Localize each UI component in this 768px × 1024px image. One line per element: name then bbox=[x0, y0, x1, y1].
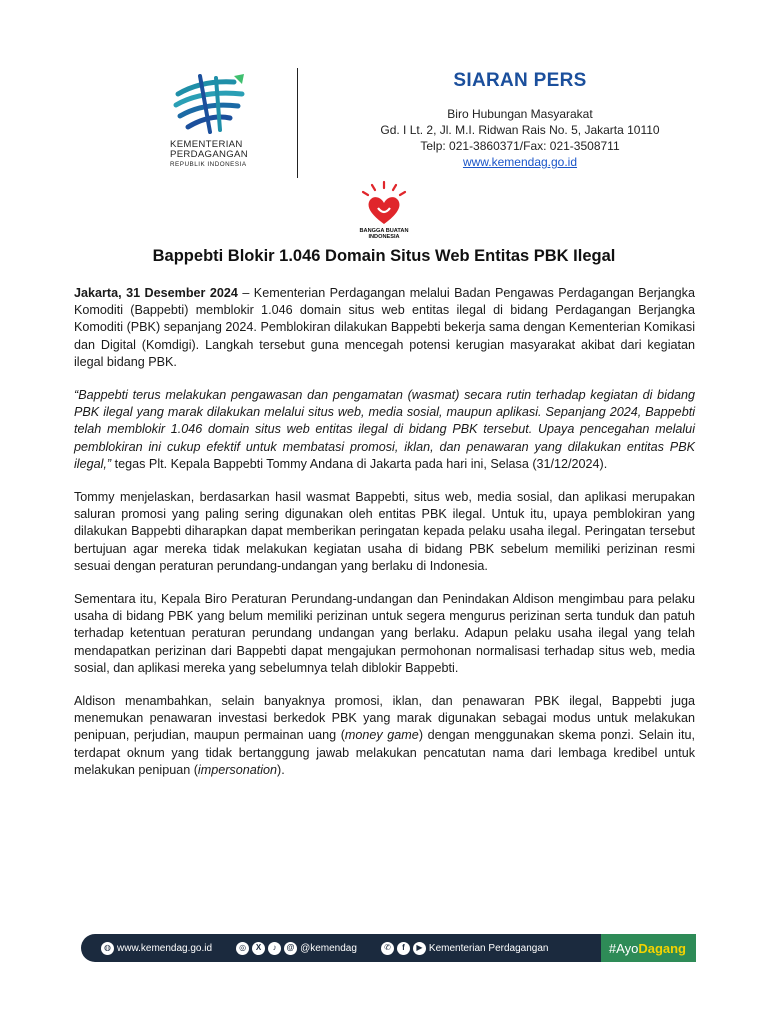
header-divider bbox=[297, 68, 298, 178]
paragraph-2 bbox=[74, 387, 695, 473]
facebook-icon: f bbox=[397, 942, 410, 955]
press-title: SIARAN PERS bbox=[453, 70, 587, 91]
contact-phone: Telp: 021-3860371/Fax: 021-3508711 bbox=[420, 139, 620, 153]
term-impersonation: impersonation bbox=[197, 762, 278, 777]
quote: “Bappebti terus melakukan pengawasan dan pengamatan (wasmat) secara rutin terhadap kegiatan di bidang PBK ilegal yang marak dilakukan melalui situs web, media sosial, maupun aplikasi. Sepanjang 2024, Bappebti telah memblokir 1.046 domain situs web entitas ilegal di bidang PBK tersebut. Upaya pencegahan melalui pemblokiran ini cukup efektif untuk membatasi promosi, iklan, dan penawaran yang dilakukan entitas PBK ilegal,” bbox=[74, 388, 695, 471]
article-headline: Bappebti Blokir 1.046 Domain Situs Web Entitas PBK Ilegal bbox=[152, 247, 616, 265]
svg-text:BANGGA BUATAN: BANGGA BUATAN bbox=[359, 228, 409, 234]
paragraph-1 bbox=[74, 285, 695, 371]
office-address: Gd. I Lt. 2, Jl. M.I. Ridwan Rais No. 5, Jakarta 10110 bbox=[380, 123, 660, 137]
paragraph-1-text: – Kementerian Perdagangan melalui Badan Pengawas Perdagangan Berjangka Komoditi (Bappebti) memblokir 1.046 domain situs web entitas ilegal di bidang Perdagangan Berjangka Komoditi (PBK) sepanjang 2024. Pemblokiran dilakukan Bappebti bekerja sama dengan Kementerian Komikasi dan Digital (Komdigi). Langkah tersebut guna mencegah potensi kerugian masyarakat akibat dari kegiatan ilegal bidang PBK. bbox=[74, 286, 695, 369]
x-icon: X bbox=[252, 942, 265, 955]
ministry-line-2: PERDAGANGAN bbox=[170, 149, 248, 160]
ministry-logo bbox=[168, 72, 286, 180]
paragraph-5-text-b: ) dengan menggunakan skema ponzi. Selain itu, terdapat oknum yang tidak bertanggung jawab melakukan pencatutan nama dari lembaga kredibel untuk melakukan penipuan ( bbox=[74, 728, 695, 777]
youtube-icon: ▶ bbox=[413, 942, 426, 955]
footer-social[interactable] bbox=[236, 942, 357, 955]
ministry-name bbox=[170, 140, 248, 170]
tiktok-icon: ♪ bbox=[268, 942, 281, 955]
footer-ministry[interactable] bbox=[381, 942, 549, 955]
footer-social-handle: @kemendag bbox=[300, 942, 357, 954]
ministry-line-3: REPUBLIK INDONESIA bbox=[170, 161, 247, 168]
svg-text:INDONESIA: INDONESIA bbox=[368, 234, 400, 240]
bureau-name: Biro Hubungan Masyarakat bbox=[447, 107, 593, 121]
article-body bbox=[74, 285, 695, 795]
footer-bar bbox=[81, 934, 696, 962]
press-info bbox=[340, 70, 700, 170]
paragraph-3: Tommy menjelaskan, berdasarkan hasil wasmat Bappebti, situs web, media sosial, dan aplikasi merupakan saluran promosi yang paling sering digunakan oleh entitas PBK ilegal. Untuk itu, upaya pemblokiran yang dilakukan Bappebti diharapkan dapat memberikan peringatan kepada pelaku usaha ilegal. Peringatan tersebut bertujuan agar mereka tidak melakukan kegiatan usaha di bidang PBK sebelum memiliki perizinan resmi sesuai dengan peraturan perundang-undangan yang berlaku di Indonesia. bbox=[74, 490, 695, 573]
footer-website-text: www.kemendag.go.id bbox=[117, 942, 213, 954]
paragraph-5 bbox=[74, 693, 695, 779]
threads-icon: @ bbox=[284, 942, 297, 955]
instagram-icon: ◎ bbox=[236, 942, 249, 955]
dateline: Jakarta, 31 Desember 2024 bbox=[74, 286, 238, 300]
quote-attribution: tegas Plt. Kepala Bappebti Tommy Andana di Jakarta pada hari ini, Selasa (31/12/2024). bbox=[111, 456, 608, 471]
website-link[interactable]: www.kemendag.go.id bbox=[462, 155, 578, 169]
term-money-game: money game bbox=[344, 728, 419, 743]
paragraph-5-text-a: Aldison menambahkan, selain banyaknya promosi, iklan, dan penawaran PBK ilegal, Bappebti juga menemukan penawaran investasi berkedok PBK yang marak digunakan sebagai modus untuk melakukan penipuan, perjudian, maupun permainan uang ( bbox=[74, 694, 695, 743]
footer-website[interactable] bbox=[101, 942, 212, 955]
footer-ministry-name: Kementerian Perdagangan bbox=[428, 942, 549, 954]
hashtag-bold: Dagang bbox=[638, 940, 686, 956]
ministry-emblem-icon bbox=[172, 72, 252, 136]
hashtag-ayo-dagang bbox=[601, 934, 696, 962]
bangga-buatan-indonesia-logo bbox=[352, 180, 416, 244]
globe-icon: ◍ bbox=[101, 942, 114, 955]
whatsapp-icon: ✆ bbox=[381, 942, 394, 955]
hashtag-prefix: #Ayo bbox=[608, 940, 639, 956]
ministry-line-1: KEMENTERIAN bbox=[170, 139, 243, 150]
paragraph-4: Sementara itu, Kepala Biro Peraturan Perundang-undangan dan Penindakan Aldison mengimbau para pelaku usaha di bidang PBK yang belum memiliki perizinan untuk segera mengurus perizinan serta tunduk dan patuh terhadap ketentuan peraturan perundang undangan yang berlaku. Adapun pelaku usaha ilegal yang telah mendapatkan perizinan dari Bappebti dapat mengajukan permohonan normalisasi terhadap situs web, media sosial, dan aplikasi mereka yang sebelumnya telah diblokir Bappebti. bbox=[74, 592, 695, 675]
paragraph-5-text-c: ). bbox=[277, 762, 285, 777]
